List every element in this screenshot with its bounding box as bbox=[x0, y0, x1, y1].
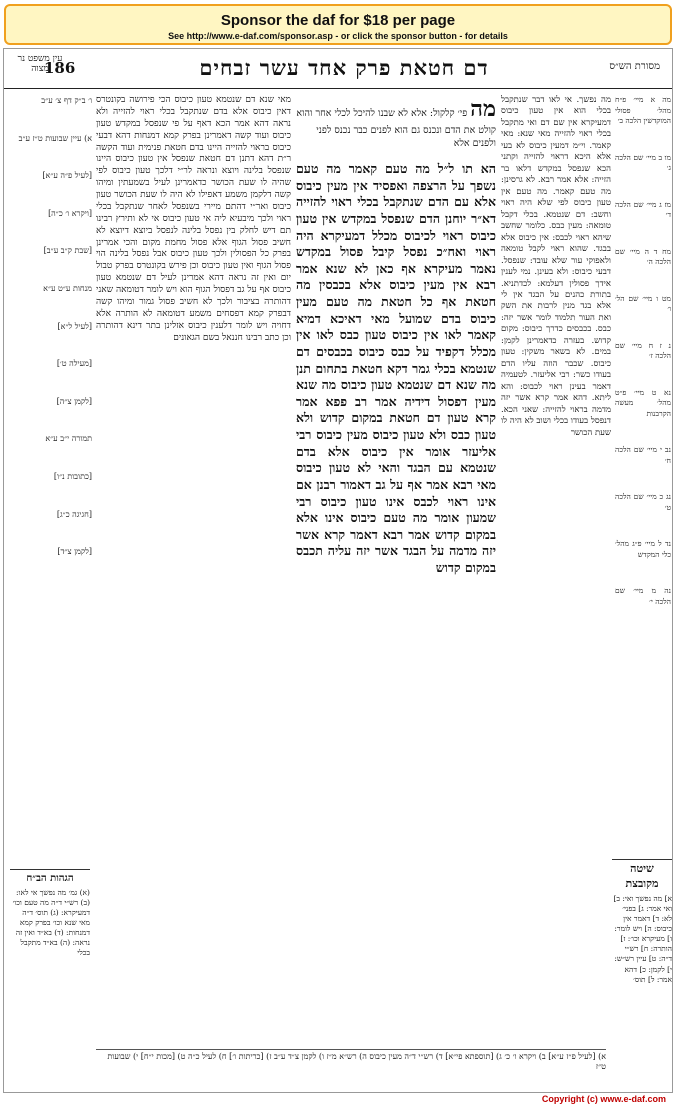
margin-note: מו ב מיי׳ שם הלכה ג׳ bbox=[615, 152, 671, 172]
tosafot-text: מאי שנא דם שנטמא טעון כיבוס הכי פירושה בקונטרס דאין כיבוס אלא בדם שנתקבל בכלי ראוי להזייה ולא נראה דהא אמר הכא דאף על פי שנפסל במקדש טעון כיבוס ועוד קשה דאמרינן בפרק קמא דמנחות דהא דבעי כיבוס בראוי להזייה היינו בדם חטאת פנימית ועוד הקשה ר״ת דהא דתנן דם חטאת שנפסל אין טעון כיבוס היינו שנפסל בלינה ויוצא ונראה לר״י דלכך טעון כיבוס לפי שהיה לו שעת הכושר כדאמרינן לעיל בשמעתין ומיהו קשה דלקמן משמע דאפילו לא היה לו שעת הכושר טעון כיבוס ואר״י דהתם מיירי בשנפסל לאחר שנתקבל בכלי ראוי ולכך מיבעיא ליה אי טעון כיבוס אי לא ותירץ רבינו תם דיש לחלק בין נפסל בלינה לנפסל ביוצא דיוצא לא חשיב פסול הגוף אלא פסול מחמת מקום והכי אמרינן בפרק כל הפסולין ולכך טעון כיבוס אבל נפסל בלינה הוי פסול הגוף ואין טעון כיבוס וכן פירש בקונטרס בפרק טבול יום ואין זה נראה דהא אמרינן לעיל דם שנטמא טעון כיבוס אף על גב דפסול הגוף הוא ויש לומר דטומאה שאני דהותרה בציבור ולכך לא חשיב פסול גמור ומיהו קשה דבפרק קמא דפסחים משמע דטומאה לא הותרה אלא דחויה ויש לומר דלענין כיבוס אזלינן בתר דינא דהותרה וכן כתב רבינו חננאל בשם הגאונים bbox=[96, 95, 291, 343]
margin-note: א) עיין שבועות ט״ז ע״ב bbox=[18, 133, 92, 143]
margin-note: [כתובות נ״ו] bbox=[53, 471, 92, 481]
margin-note: מח ד ה מיי׳ שם הלכה ה׳ bbox=[615, 246, 671, 266]
gemara-top-text bbox=[296, 95, 496, 159]
margin-note: נא ט מיי׳ פ״ט מהל׳ מעשה הקרבנות bbox=[615, 387, 671, 418]
rashi-text: מה נפשך. אי לאו דבר שנתקבל בכלי הוא אין טעון כיבוס דמעיקרא אין שם דם ואי מתקבל בכלי ראוי להזייה מאי שנא: מאי קאמר. וי״מ דמעין כיבוס לא בעי אלא היכא דראוי להזייה וקתני הכא שנפסל במקדש דלאו בר הזייה: אלא אמר רבא. לא גרסינן: מה טעם קאמר. מה טעם אין טעון כיבוס לפי שלא היה ראוי וחשב: דם שנטמא. בכלי דקבל טומאה: מעין כבס. כלומר שחשב שיהא ראוי לכבס: אין כיבוס אלא בבגד. שהוא ראוי לקבל טומאה ולאפוקי עור שלא עובד: שנפסל. דבעי כיבוס: ולא בעינן. נמי לענין אידך פסולין דעלמא: לכדתניא. בתורת כהנים על הבגד אין לי אלא בגד מנין לרבות את השק ואת העור תלמוד לומר אשר יזה: כבס. בכבסים כדרך כיבוס: מקום קדוש. בעזרה כדאמרינן לקמן: במים. לא בשאר משקין: טעון כיבוס. שכבר הוזה עליו הדם בעודו כשר: רבי אליעזר. לטעמיה דאמר בעינן ראוי לכבוס: והא ליתא. דהא אמר קרא אשר יזה מדמה בראוי להזייה: שאני הכא. דנפסל בעודו בכלי ושוב לא היה לו שעת הכושר bbox=[501, 95, 611, 438]
margin-note: נג כ מיי׳ שם הלכה ט׳ bbox=[615, 492, 671, 512]
margin-note: [חגיגה כ״ג] bbox=[56, 509, 92, 519]
margin-note: נד ל מיי׳ פ״ג מהל׳ כלי המקדש bbox=[615, 539, 671, 559]
margin-note: מט ו מיי׳ שם הל׳ ו׳ bbox=[615, 293, 671, 313]
page-header bbox=[4, 53, 673, 89]
margin-note: נה מ מיי׳ שם הלכה י׳ bbox=[615, 586, 671, 606]
gemara-opening-word: מה bbox=[470, 96, 496, 122]
page-number: 186 bbox=[44, 59, 76, 77]
gemara-top-body: פי׳ קלקול: אלא לא שבנו להיכל לכלי אחר והוא קולט את הדם ונכנס גם הוא לפנים כבר נכנס לפני ולפנים אלא bbox=[296, 108, 496, 149]
gemara-text: הא תו ל״ל מה טעם קאמר מה טעם נשפך על הרצפה ואפסיד אין מעין כיבוס אלא עם הדם שנתקבל בכלי ראוי להזייה דא״ר יוחנן הדם שנפסל במקדש אין טעון כיבוס ראוי לכיבוס מכלל דמעיקרא היה ראוי ואח״כ נפסל קיבל פסול במקדש נאמר מעיקרא אף כאן לא שנא אמר רבא אין מעין כיבוס אלא בכבסין מה חטאת אף כל חטאת מה טעם מעין כיבוס בדם שמועל מאי דאיכא דמיא קאמר לאו אין כיבוס טעון כבס לאו אין מכלל דקפיד על כבס כיבוס בכבסים דם שנטמא בכלי גמר דקא חטאת בתחום תנן מה שנא דם שנטמא טעון כיבוס מה שנא מעין דפסול דידיה אמר רב פפא אמר קרא טעון דם חטאת במקום קדוש ולא טעון כבס ולא טעון כיבוס מעין כיבוס רבי אליעזר אומר אין כיבוס אלא בדם שנטמא עם הבגד והאי לא טעון כיבוס מאי רבא אמר אף על גב דאמור רבנן אם אינו ראוי לכבס אינו טעון כיבוס רבי שמעון אומר מה טעם כיבוס אינו אלא במקום קדוש אמר רבא דאמר קרא אשר יזה מדמה על הבגד אשר יזה עליה תכבס במקום קדוש bbox=[296, 161, 496, 575]
sponsor-banner[interactable] bbox=[4, 4, 672, 45]
margin-note: [לקמן צ״ה] bbox=[56, 396, 92, 406]
sponsor-subtitle[interactable]: See http://www.e-daf.com/sponsor.asp - or click the sponsor button - for details bbox=[168, 31, 508, 41]
margin-note: ו׳ ב״ק דף צ׳ ע״ב bbox=[41, 96, 92, 105]
ein-mishpat-column bbox=[615, 95, 671, 855]
talmud-page bbox=[3, 48, 673, 1093]
margin-note: מה א מיי׳ פ״ח מהל׳ פסולי המוקדשין הלכה ב׳ bbox=[615, 95, 671, 125]
margin-note: [לעיל ל״א] bbox=[57, 321, 92, 331]
bottom-notes bbox=[96, 1049, 606, 1085]
ein-mishpat-label: עין משפט נר מצוה bbox=[17, 54, 63, 74]
margin-note: תמורה י״ב ע״א bbox=[45, 434, 92, 444]
shita-mekubetzet-title: שיטה מקובצת bbox=[625, 862, 659, 890]
running-title: דם חטאת פרק אחד עשר זבחים bbox=[199, 55, 489, 80]
margin-note: [ויקרא ו׳ כ״ה] bbox=[48, 208, 92, 218]
masoret-hashas-column bbox=[8, 95, 92, 865]
margin-note: נב י מיי׳ שם הלכה ח׳ bbox=[615, 445, 671, 465]
shita-mekubetzet-text: א] מה נפשך ואי: ב] ואי אמר: ג] בפני׳ לא: ד] דאמר אין כיבוס: ה] ויש לומר: ו] מעיקרא וכו׳: ז] הותרה: ח] רש״י ד״ה: ט] עיין רש״ש: י] לקמן: כ] דהא אמר: ל] תוס׳ bbox=[613, 893, 672, 984]
gemara-column bbox=[296, 161, 496, 1071]
shita-mekubetzet-box bbox=[612, 859, 672, 1059]
margin-note: [לקמן צ״ד] bbox=[57, 547, 92, 557]
hagahot-habach-text: (א) גמ׳ מה נפשך אי לאו: (ב) רש״י ד״ה מה טעם וכו׳ דמעיקרא: (ג) תוס׳ ד״ה מאי שנא וכו׳ בפרק קמא דמנחות: (ד) בא״ד ואין זה נראה: (ה) בא״ד מתקבל בכלי bbox=[12, 887, 90, 958]
masoret-hashas-label: מסורת הש״ס bbox=[609, 61, 660, 72]
tosafot-column bbox=[96, 95, 291, 1045]
margin-note: [מעילה ט׳] bbox=[56, 359, 92, 369]
rashi-column bbox=[501, 95, 611, 1055]
sponsor-title[interactable]: Sponsor the daf for $18 per page bbox=[220, 12, 456, 29]
bottom-notes-text: א) [לעיל פ״ז ע״א] ב) ויקרא ו׳ כ׳ ג) [תוספתא פי״א] ד) רש״י ד״ה מעין כיבוס ה) רש״א מ״ז ו) לקמן צ״ד ע״ב ז) [כריתות ו׳] ח) לעיל כ״ה ט) [מכות י״ח] י) שבועות ט״ז bbox=[107, 1052, 606, 1072]
hagahot-habach-title: הגהות הב״ח bbox=[26, 873, 74, 884]
copyright-link[interactable]: Copyright (c) www.e-daf.com bbox=[541, 1094, 666, 1104]
margin-note: נ ז ח מיי׳ שם הלכה ז׳ bbox=[615, 340, 671, 360]
margin-note: [שבת ק״ב ע״ב] bbox=[43, 246, 92, 256]
margin-note: מז ג מיי׳ שם הלכה ד׳ bbox=[615, 199, 671, 219]
margin-note: מנחות ע״ט ע״א bbox=[43, 283, 92, 293]
margin-note: [לעיל פ״ה ע״א] bbox=[42, 171, 92, 181]
hagahot-habach-box bbox=[10, 869, 90, 1039]
